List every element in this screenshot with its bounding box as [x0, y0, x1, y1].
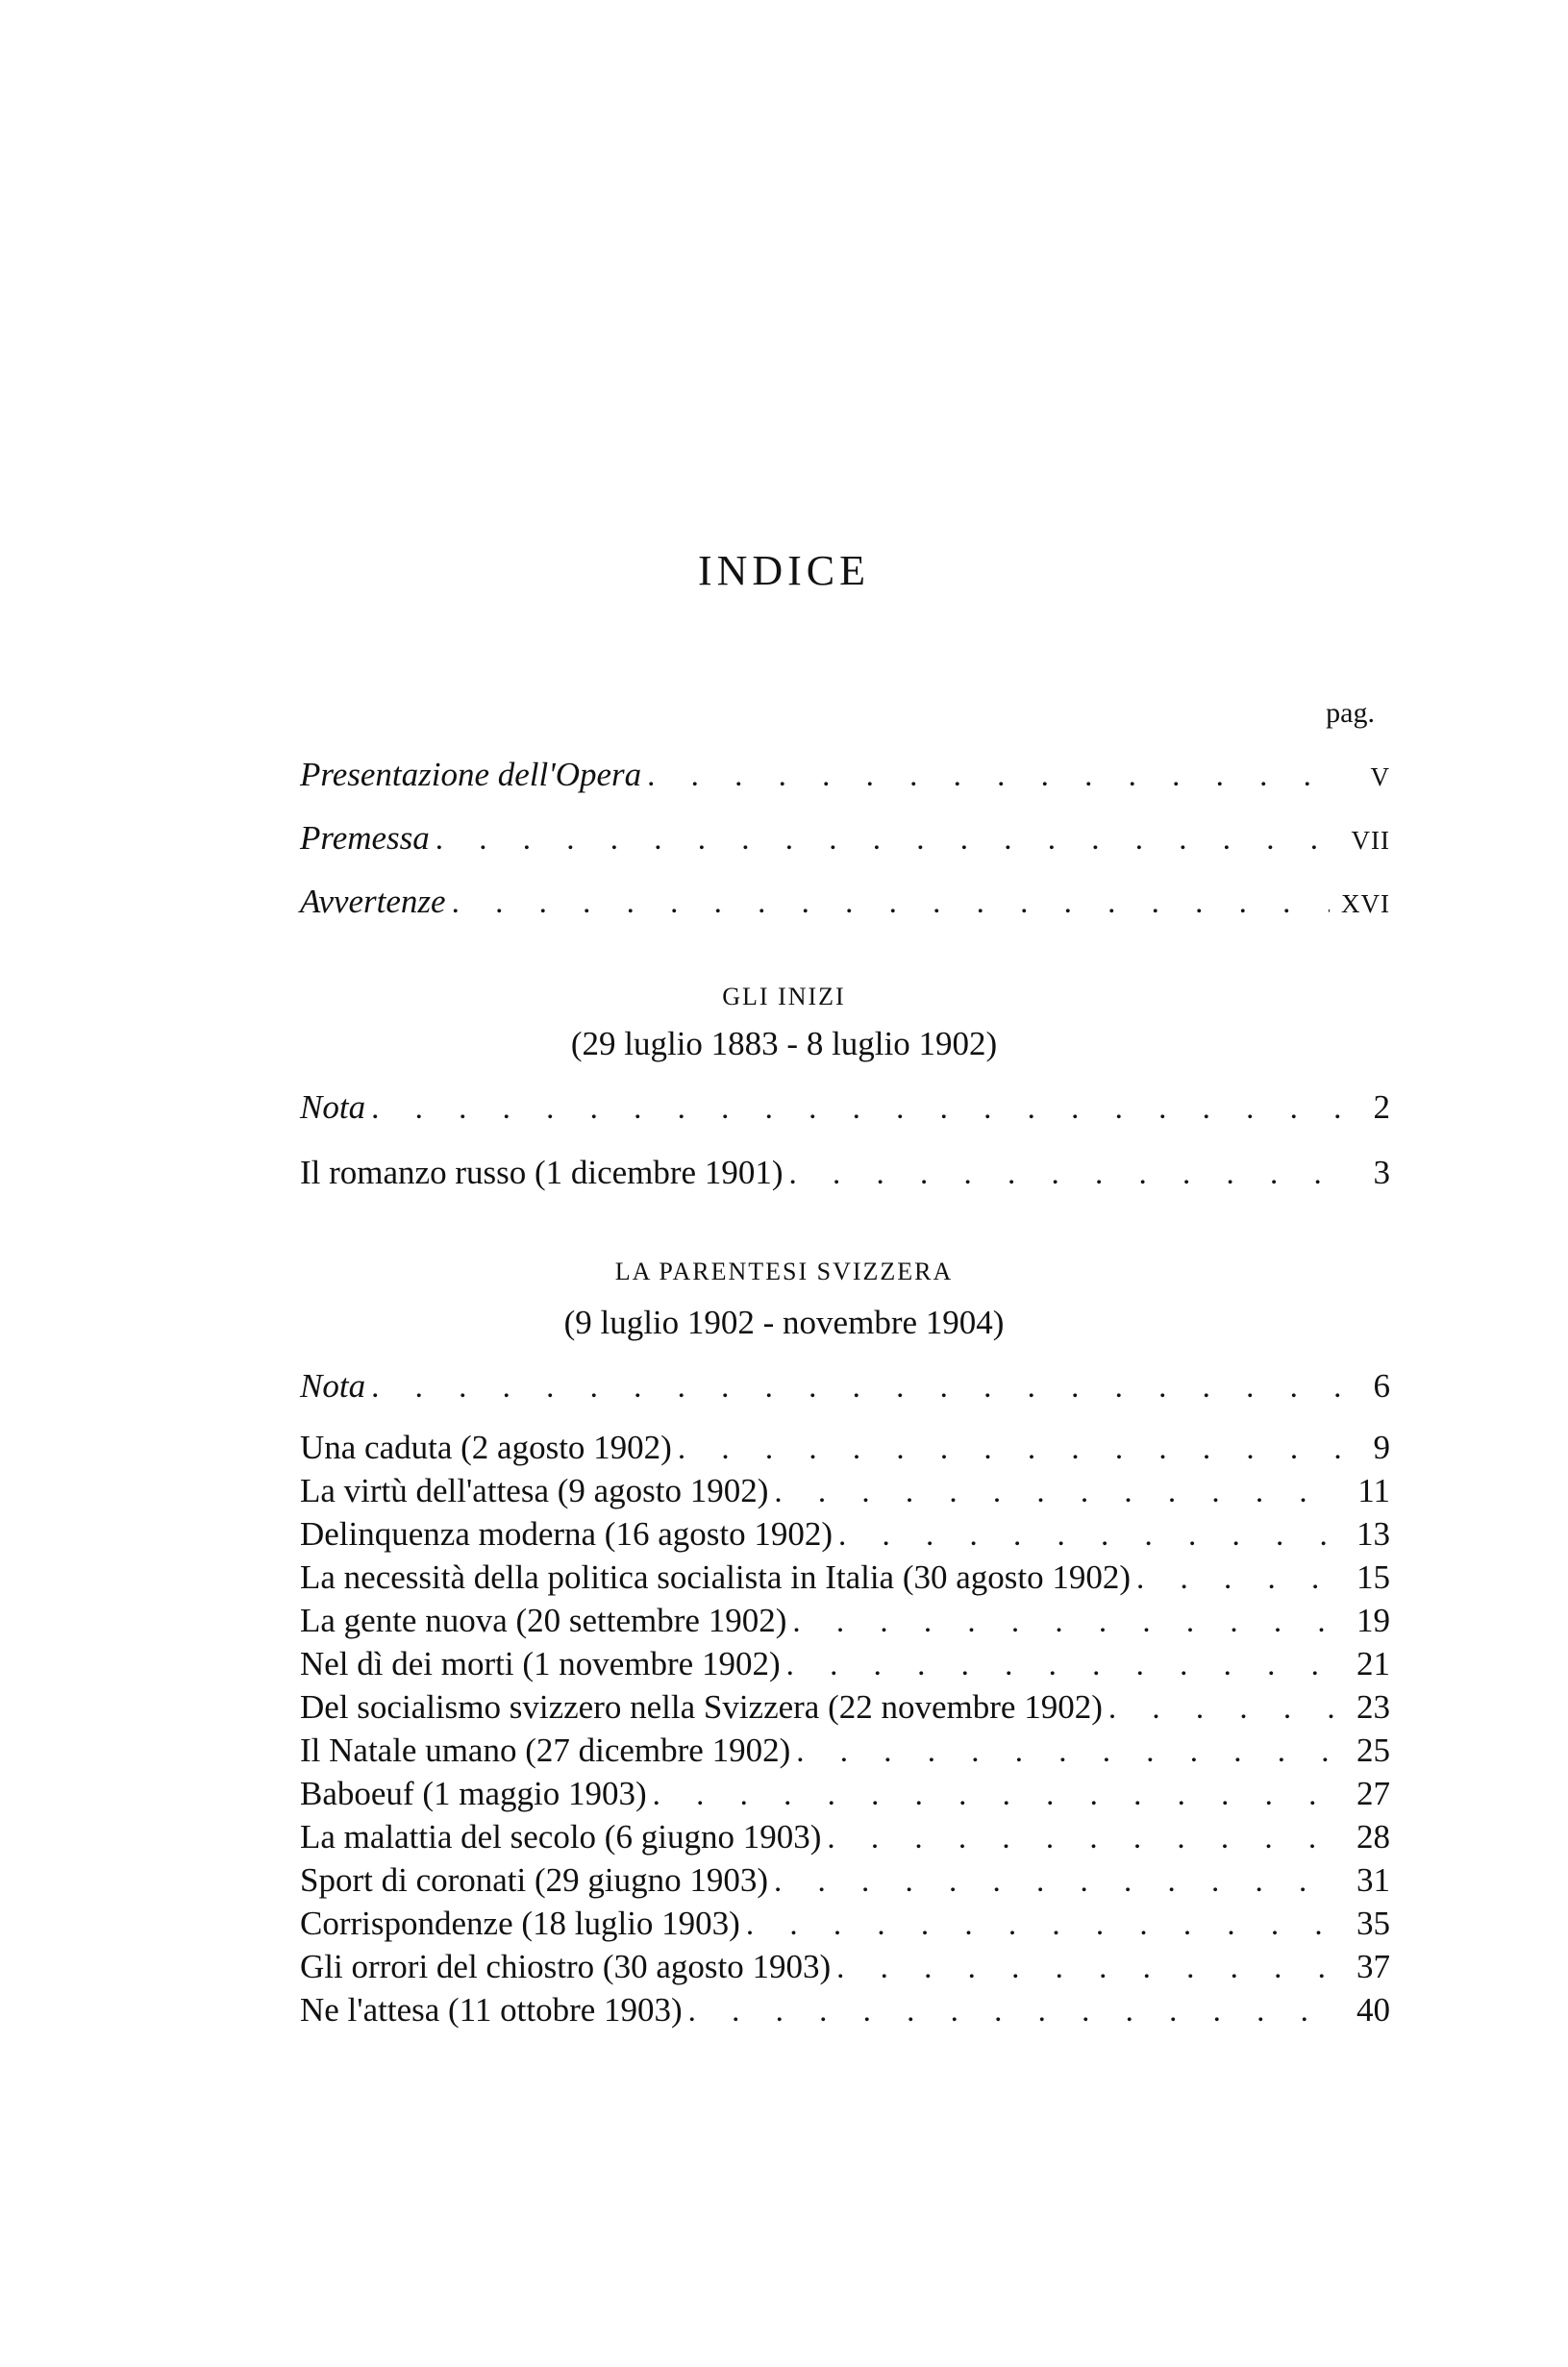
dot-leader — [1103, 1687, 1340, 1730]
toc-entry-title: La virtù dell'attesa (9 agosto 1902) — [300, 1472, 769, 1509]
toc-entry-page: 13 — [1356, 1515, 1390, 1553]
toc-entry — [300, 1643, 1390, 1685]
toc-entry — [300, 1730, 1390, 1772]
toc-entry-page: 37 — [1356, 1948, 1390, 1985]
section-date-range: (29 luglio 1883 - 8 luglio 1902) — [570, 1025, 998, 1062]
section-heading: LA PARENTESI SVIZZERA — [614, 1258, 954, 1285]
page-title: INDICE — [697, 547, 871, 594]
toc-entry-title: Ne l'attesa (11 ottobre 1903) — [300, 1991, 683, 2029]
toc-entry — [300, 1470, 1390, 1512]
toc-entry-page: 40 — [1356, 1991, 1390, 2029]
toc-entry-title: Presentazione dell'Opera — [300, 756, 642, 793]
toc-entry-page: 2 — [1373, 1088, 1390, 1126]
toc-entry-title: Nota — [300, 1088, 366, 1126]
toc-entry-title: Premessa — [300, 819, 430, 857]
toc-entry — [300, 1903, 1390, 1945]
toc-entry-page: 27 — [1356, 1775, 1390, 1812]
toc-entry-title: Nel dì dei morti (1 novembre 1902) — [300, 1645, 781, 1682]
toc-entry-title: La necessità della politica socialista in Italia (30 agosto 1902) — [300, 1558, 1132, 1596]
toc-entry — [300, 1513, 1390, 1556]
toc-entry-page: XVI — [1341, 889, 1390, 918]
dot-leader — [833, 1514, 1340, 1557]
toc-entry-page: 11 — [1357, 1472, 1390, 1509]
toc-entry — [300, 1365, 1390, 1408]
toc-entry-page: VII — [1351, 826, 1390, 855]
toc-entry-page: 3 — [1373, 1154, 1390, 1191]
toc-entry — [300, 1859, 1390, 1902]
dot-leader — [786, 1601, 1340, 1643]
toc-entry-title: Avvertenze — [300, 883, 446, 920]
toc-entry-title: La gente nuova (20 settembre 1902) — [300, 1602, 787, 1639]
toc-entry — [300, 1557, 1390, 1599]
dot-leader — [821, 1817, 1340, 1859]
toc-entry — [300, 1427, 1390, 1469]
dot-leader — [365, 1087, 1340, 1130]
section-heading: GLI INIZI — [722, 983, 846, 1010]
toc-entry — [300, 754, 1390, 796]
toc-entry-title: Delinquenza moderna (16 agosto 1902) — [300, 1515, 834, 1553]
dot-leader — [1131, 1557, 1340, 1600]
dot-leader — [831, 1947, 1340, 1989]
toc-entry-page: 28 — [1356, 1818, 1390, 1856]
toc-entry-page: 23 — [1356, 1688, 1390, 1726]
toc-entry-title: Nota — [300, 1367, 366, 1405]
toc-entry-title: Del socialismo svizzero nella Svizzera (22 novembre 1902) — [300, 1688, 1103, 1726]
toc-entry-title: Sport di coronati (29 giugno 1903) — [300, 1861, 769, 1899]
toc-entry-page: 35 — [1356, 1905, 1390, 1942]
toc-entry-title: Gli orrori del chiostro (30 agosto 1903) — [300, 1948, 832, 1985]
toc-entry — [300, 1989, 1390, 2031]
dot-leader — [430, 818, 1340, 860]
toc-entry-page: 25 — [1356, 1732, 1390, 1769]
toc-entry-title: Il Natale umano (27 dicembre 1902) — [300, 1732, 791, 1769]
dot-leader — [790, 1731, 1340, 1773]
toc-entry — [300, 881, 1390, 923]
toc-entry — [300, 1600, 1390, 1642]
toc-entry-page: 31 — [1356, 1861, 1390, 1899]
dot-leader — [641, 755, 1340, 797]
toc-entry-title: Baboeuf (1 maggio 1903) — [300, 1775, 647, 1812]
toc-entry-title: Il romanzo russo (1 dicembre 1901) — [300, 1154, 784, 1191]
toc-entry — [300, 1086, 1390, 1129]
toc-entry-page: 21 — [1356, 1645, 1390, 1682]
dot-leader — [683, 1990, 1340, 2032]
toc-entry-title: Una caduta (2 agosto 1902) — [300, 1429, 672, 1466]
dot-leader — [768, 1860, 1340, 1903]
toc-entry-page: 15 — [1356, 1558, 1390, 1596]
toc-entry — [300, 817, 1390, 860]
dot-leader — [672, 1428, 1340, 1470]
toc-entry-page: V — [1370, 762, 1390, 791]
toc-entry-title: La malattia del secolo (6 giugno 1903) — [300, 1818, 822, 1856]
toc-entry — [300, 1686, 1390, 1729]
dot-leader — [365, 1366, 1340, 1408]
section-date-range: (9 luglio 1902 - novembre 1904) — [563, 1304, 1005, 1341]
toc-entry — [300, 1816, 1390, 1858]
toc-entry-page: 9 — [1373, 1429, 1390, 1466]
toc-entry-page: 6 — [1373, 1367, 1390, 1405]
toc-entry — [300, 1773, 1390, 1815]
dot-leader — [647, 1774, 1340, 1816]
toc-entry-page: 19 — [1356, 1602, 1390, 1639]
toc-entry-title: Corrispondenze (18 luglio 1903) — [300, 1905, 740, 1942]
dot-leader — [768, 1471, 1340, 1513]
toc-entry — [300, 1152, 1390, 1194]
dot-leader — [740, 1904, 1340, 1946]
dot-leader — [446, 882, 1330, 924]
page-column-label: pag. — [1326, 697, 1375, 729]
dot-leader — [784, 1153, 1341, 1195]
dot-leader — [781, 1644, 1340, 1686]
toc-entry — [300, 1946, 1390, 1988]
